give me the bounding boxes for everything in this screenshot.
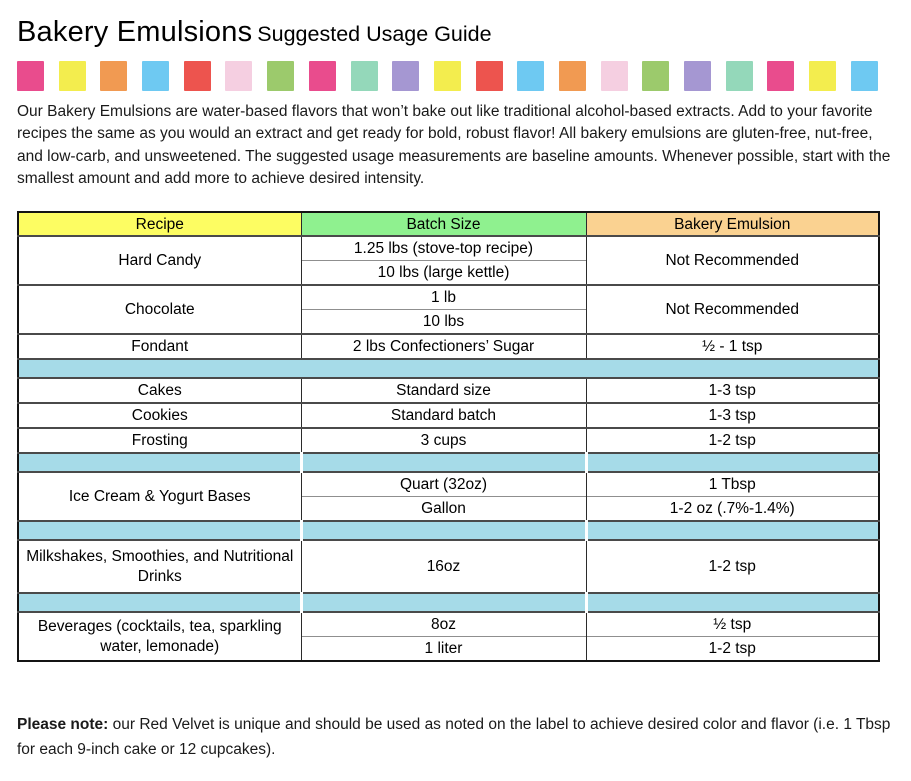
title-subtitle: Suggested Usage Guide — [257, 22, 492, 46]
color-square — [184, 61, 211, 91]
batch-cell-ice-cream-2: Gallon — [301, 497, 586, 522]
batch-cell-frosting: 3 cups — [301, 428, 586, 453]
recipe-cell-fondant: Fondant — [18, 334, 301, 359]
table-header-row — [18, 212, 879, 236]
row-fondant — [18, 334, 879, 359]
separator-row-2 — [18, 453, 879, 472]
emulsion-cell-frosting: 1-2 tsp — [586, 428, 879, 453]
intro-paragraph: Our Bakery Emulsions are water-based flavors that won’t bake out like traditional alcohol-based extracts. Add to your favorite recipes the same as you would an extract and get ready for bold, robust flavor! All bakery emulsions are gluten-free, nut-free, and low-carb, and unsweetened. The suggested usage measurements are baseline amounts. Whenever possible, start with the smallest amount and add more to achieve desired intensity. — [17, 103, 891, 187]
color-square — [351, 61, 378, 91]
color-square — [559, 61, 586, 91]
batch-cell-beverages-2: 1 liter — [301, 637, 586, 662]
row-beverages — [18, 612, 879, 637]
emulsion-cell-fondant: ½ - 1 tsp — [586, 334, 879, 359]
recipe-cell-chocolate: Chocolate — [18, 285, 301, 334]
color-square — [392, 61, 419, 91]
separator-band — [586, 593, 879, 612]
separator-band — [301, 453, 586, 472]
emulsion-cell-ice-cream-1: 1 Tbsp — [586, 472, 879, 497]
color-square — [267, 61, 294, 91]
row-hard-candy — [18, 236, 879, 261]
color-square — [225, 61, 252, 91]
color-square — [59, 61, 86, 91]
recipe-cell-ice-cream: Ice Cream & Yogurt Bases — [18, 472, 301, 521]
batch-cell-hard-candy-1: 1.25 lbs (stove-top recipe) — [301, 236, 586, 261]
title-main: Bakery Emulsions — [17, 16, 253, 48]
separator-band — [18, 453, 301, 472]
batch-cell-chocolate-1: 1 lb — [301, 285, 586, 310]
row-frosting — [18, 428, 879, 453]
batch-cell-beverages-1: 8oz — [301, 612, 586, 637]
footer-note — [17, 713, 894, 763]
separator-band — [586, 521, 879, 540]
separator-band — [301, 521, 586, 540]
recipe-cell-hard-candy: Hard Candy — [18, 236, 301, 285]
batch-cell-fondant: 2 lbs Confectioners’ Sugar — [301, 334, 586, 359]
row-milkshakes — [18, 540, 879, 593]
emulsion-cell-hard-candy: Not Recommended — [586, 236, 879, 285]
separator-band — [586, 453, 879, 472]
recipe-cell-cookies: Cookies — [18, 403, 301, 428]
note-label: Please note: — [17, 716, 109, 734]
color-square — [434, 61, 461, 91]
emulsion-cell-beverages-1: ½ tsp — [586, 612, 879, 637]
emulsion-cell-cookies: 1-3 tsp — [586, 403, 879, 428]
color-square — [476, 61, 503, 91]
color-square — [17, 61, 44, 91]
emulsion-cell-ice-cream-2: 1-2 oz (.7%-1.4%) — [586, 497, 879, 522]
separator-row-4 — [18, 593, 879, 612]
color-square — [851, 61, 878, 91]
header-bakery-emulsion: Bakery Emulsion — [586, 212, 879, 236]
row-ice-cream — [18, 472, 879, 497]
row-chocolate — [18, 285, 879, 310]
usage-table — [17, 211, 880, 662]
recipe-cell-beverages: Beverages (cocktails, tea, sparkling water, lemonade) — [18, 612, 301, 661]
batch-cell-ice-cream-1: Quart (32oz) — [301, 472, 586, 497]
color-square — [767, 61, 794, 91]
color-square — [642, 61, 669, 91]
batch-cell-cookies: Standard batch — [301, 403, 586, 428]
color-square — [309, 61, 336, 91]
batch-cell-chocolate-2: 10 lbs — [301, 310, 586, 335]
color-square — [100, 61, 127, 91]
color-square — [684, 61, 711, 91]
color-square — [809, 61, 836, 91]
row-cakes — [18, 378, 879, 403]
separator-row-1 — [18, 359, 879, 378]
batch-cell-milkshakes: 16oz — [301, 540, 586, 593]
emulsion-cell-beverages-2: 1-2 tsp — [586, 637, 879, 662]
recipe-cell-frosting: Frosting — [18, 428, 301, 453]
emulsion-cell-milkshakes: 1-2 tsp — [586, 540, 879, 593]
color-square — [601, 61, 628, 91]
note-text: our Red Velvet is unique and should be used as noted on the label to achieve desired color and flavor (i.e. 1 Tbsp for each 9-inch cake or 12 cupcakes). — [17, 716, 891, 758]
recipe-cell-milkshakes: Milkshakes, Smoothies, and Nutritional Drinks — [18, 540, 301, 593]
separator-band — [18, 593, 301, 612]
separator-band — [18, 521, 301, 540]
batch-cell-cakes: Standard size — [301, 378, 586, 403]
color-square — [726, 61, 753, 91]
separator-band — [301, 593, 586, 612]
header-batch-size: Batch Size — [301, 212, 586, 236]
row-cookies — [18, 403, 879, 428]
color-square — [517, 61, 544, 91]
batch-cell-hard-candy-2: 10 lbs (large kettle) — [301, 261, 586, 286]
emulsion-cell-chocolate: Not Recommended — [586, 285, 879, 334]
separator-row-3 — [18, 521, 879, 540]
color-square — [142, 61, 169, 91]
color-strip — [17, 61, 878, 91]
recipe-cell-cakes: Cakes — [18, 378, 301, 403]
separator-band — [18, 359, 879, 378]
header-recipe: Recipe — [18, 212, 301, 236]
page-title — [17, 10, 893, 54]
emulsion-cell-cakes: 1-3 tsp — [586, 378, 879, 403]
